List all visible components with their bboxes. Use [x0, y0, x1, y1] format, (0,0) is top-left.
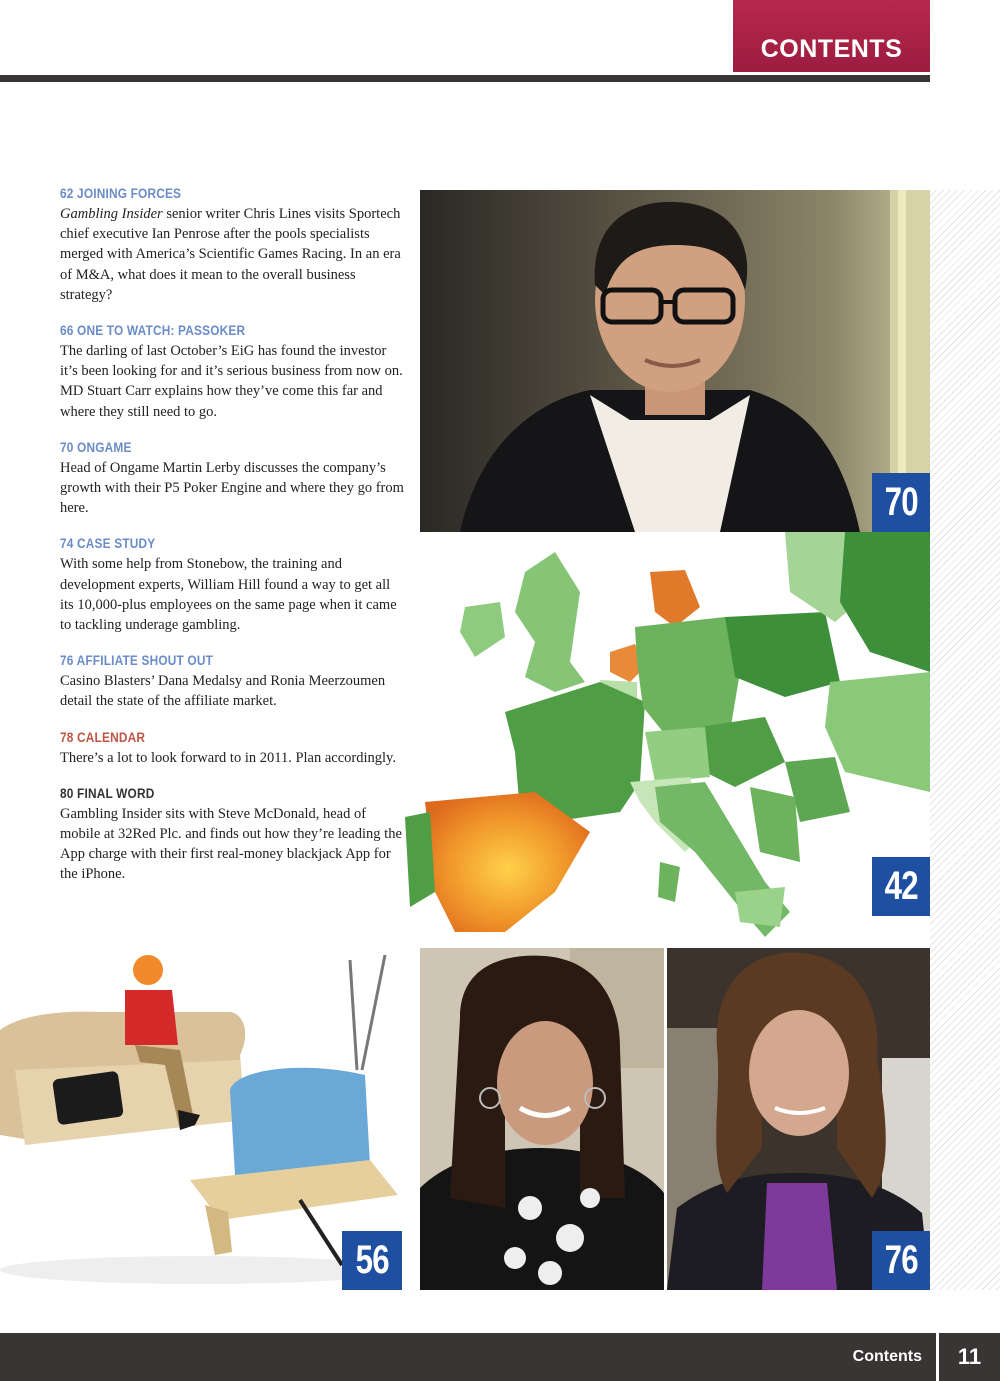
page-badge-76: 76	[872, 1231, 930, 1290]
article-body: Casino Blasters’ Dana Medalsy and Ronia Meerzoumen detail the state of the affiliate market.	[60, 673, 386, 710]
portrait-illustration	[420, 190, 930, 532]
section-title: CONTENTS	[733, 0, 930, 72]
photo-dana-medalsy[interactable]	[420, 948, 664, 1290]
article-heading: 78 CALENDAR	[60, 729, 146, 745]
header-rule	[0, 75, 930, 82]
article-heading: 76 AFFILIATE SHOUT OUT	[60, 653, 214, 669]
article-heading: 66 ONE TO WATCH: PASSOKER	[60, 323, 246, 339]
article-heading: 62 JOINING FORCES	[60, 186, 182, 201]
page-badge-56: 56	[342, 1231, 402, 1290]
portrait-photo-man[interactable]	[420, 190, 930, 532]
article-62[interactable]	[60, 186, 405, 305]
article-80[interactable]	[60, 786, 405, 885]
article-heading: 70 ONGAME	[60, 439, 132, 455]
article-body: Gambling Insider sits with Steve McDonald, head of mobile at 32Red Plc. and finds out how they’re leading the App charge with their first real-money blackjack App for the iPhone.	[60, 805, 402, 883]
article-body: The darling of last October’s EiG has found the investor it’s been looking for and it’s serious business from now on. MD Stuart Carr explains how they’ve come this far and where they still need to go.	[60, 343, 403, 420]
page-badge-70: 70	[872, 473, 930, 532]
footer-section-label: Contents	[852, 1348, 922, 1365]
article-body	[60, 204, 405, 305]
page-badge-42: 42	[872, 857, 930, 916]
page-number: 11	[957, 1344, 982, 1369]
publication-name: Gambling Insider	[60, 206, 163, 222]
decorative-hatch-strip	[930, 190, 1000, 1290]
article-text: senior writer Chris Lines visits Sportech chief executive Ian Penrose after the pools specialists merged with America’s Scientific Games Racing. In an era of M&A, what does it mean to the overall business strategy?	[60, 206, 401, 303]
europe-map[interactable]	[405, 532, 930, 945]
article-list	[60, 186, 405, 903]
article-body: Head of Ongame Martin Lerby discusses the company’s growth with their P5 Poker Engine and where they go from here.	[60, 459, 404, 517]
woman-portrait-left	[420, 948, 664, 1290]
article-66[interactable]	[60, 323, 405, 422]
article-74[interactable]	[60, 536, 405, 635]
article-body: There’s a lot to look forward to in 2011. Plan accordingly.	[60, 749, 396, 766]
tv-illustration[interactable]	[0, 950, 402, 1290]
article-heading: 80 FINAL WORD	[60, 785, 155, 801]
article-heading: 74 CASE STUDY	[60, 536, 156, 552]
article-70[interactable]	[60, 440, 405, 519]
article-body: With some help from Stonebow, the training and development experts, William Hill found a way to get all its 10,000-plus employees on the same page when it came to tackling underage gambling.	[60, 556, 397, 634]
europe-map-illustration	[405, 532, 930, 945]
article-78[interactable]	[60, 730, 405, 768]
photo-ronia-meerzoumen[interactable]	[667, 948, 930, 1290]
article-76[interactable]	[60, 653, 405, 711]
